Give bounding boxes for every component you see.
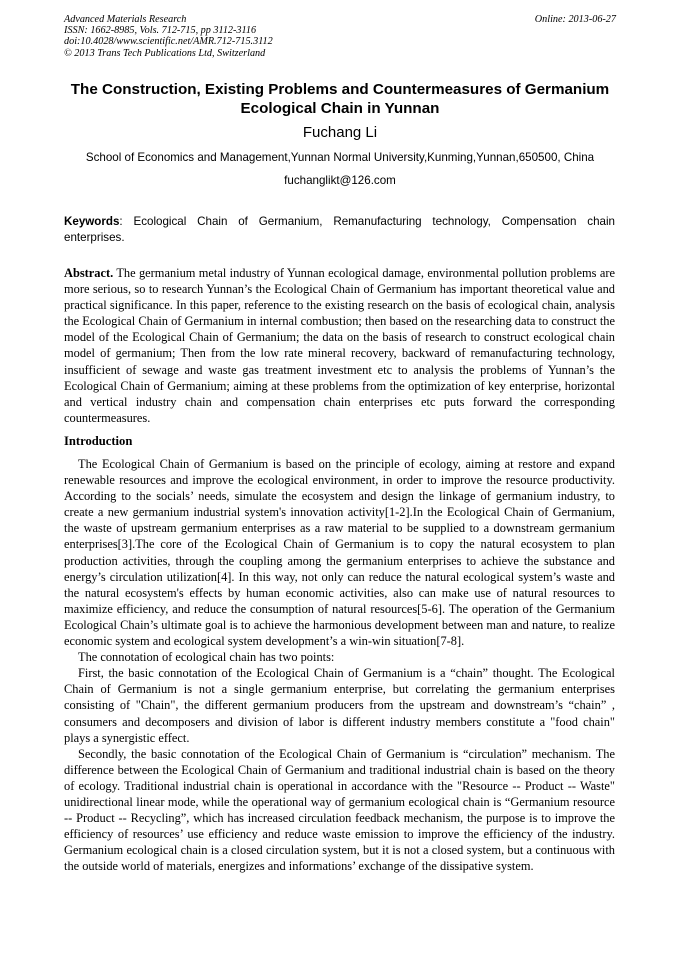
abstract-text: The germanium metal industry of Yunnan ecological damage, environmental pollution problems are more serious, so to research Yunnan’s the Ecological Chain of Germanium has important theoretical value and practical significance. In this paper, reference to the existing research on the basis of ecological chain, analysis the Ecological Chain of Germanium in internal combustion; then based on the researching data to construct the model of the Ecological Chain of Germanium; the data on the basis of research to construct ecological chain model of germanium; Then from the low rate mineral recovery, backward of remanufacturing technology, insufficient of sewage and waste gas treatment investment etc to analysis the problems of Yunnan’s the Ecological Chain of Germanium; aiming at these problems from the optimization of key enterprise, horizontal and vertical industry chain and compensation chain enterprises etc puts forward the corresponding countermeasures. <box>64 266 615 425</box>
keywords-text: : Ecological Chain of Germanium, Remanufacturing technology, Compensation chain enterprises. <box>64 215 615 244</box>
paragraph: The Ecological Chain of Germanium is based on the principle of ecology, aiming at restore and expand renewable resources and improve the ecological environment, in order to improve the resource productivity. According to the socials’ needs, simulate the ecosystem and design the linkage of germanium industry, to create a new germanium industrial system's innovation activity[1-2].In the Ecological Chain of Germanium, the waste of upstream germanium enterprises as a raw material to be supplied to a downstream germanium enterprises[3].The core of the Ecological Chain of Germanium is to copy the natural ecosystem to plan production activities, through the coupling among the germanium enterprises to achieve the substance and energy’s circulation utilization[4]. In this way, not only can reduce the natural ecological system’s waste and the natural ecosystem's effects by human economic activities, also can make use of natural resources to maximize efficiency, and reduce the consumption of natural resources[5-6]. The operation of the Germanium Ecological Chain’s ultimate goal is to achieve the harmonious development between man and nature, to realize economic system and ecological system development’s a win-win situation[7-8]. <box>64 457 615 649</box>
journal-header <box>64 14 616 59</box>
introduction-body <box>64 456 615 874</box>
author-affiliation: School of Economics and Management,Yunnan Normal University,Kunming,Yunnan,650500, China <box>85 151 595 164</box>
introduction-heading: Introduction <box>64 434 133 448</box>
keywords-label: Keywords <box>64 215 120 228</box>
paragraph: First, the basic connotation of the Ecological Chain of Germanium is a “chain” thought. The Ecological Chain of Germanium is not a single germanium enterprise, but correlating the germanium enterprises consisting of "Chain", the different germanium producers from the upstream and downstream’s “chain” , consumers and decomposers and division of labor is different industry members constitute a "food chain" plays a synergistic effect. <box>64 666 615 745</box>
paragraph: The connotation of ecological chain has two points: <box>78 650 335 665</box>
issn-line: ISSN: 1662-8985, Vols. 712-715, pp 3112-3116 <box>64 25 257 37</box>
copyright-line: © 2013 Trans Tech Publications Ltd, Switzerland <box>64 47 266 59</box>
author-email[interactable]: fuchanglikt@126.com <box>284 174 396 187</box>
online-date: Online: 2013-06-27 <box>534 14 616 25</box>
paper-title: The Construction, Existing Problems and Countermeasures of Germanium Ecological Chain in Yunnan <box>70 81 610 117</box>
abstract <box>64 265 615 426</box>
abstract-label: Abstract. <box>64 266 114 280</box>
doi-line: doi:10.4028/www.scientific.net/AMR.712-715.3112 <box>64 36 273 48</box>
author-name: Fuchang Li <box>302 124 378 141</box>
journal-name: Advanced Materials Research <box>64 14 187 25</box>
keywords <box>64 214 615 246</box>
paragraph: Secondly, the basic connotation of the Ecological Chain of Germanium is “circulation” mechanism. The difference between the Ecological Chain of Germanium and traditional industrial chain is based on the theory of ecology. Traditional industrial chain is operational in accordance with the "Resource -- Product -- Waste" unidirectional linear mode, while the operational way of germanium ecological chain is “Germanium resource -- Product -- Recycling”, which has increased circulation feedback mechanism, the purpose is to improve the efficiency of resources’ use efficiency and reduce waste emission to improve the efficiency of the industry. Germanium ecological chain is a closed circulation system, but it is not a closed system, but a continuous with the outside world of materials, energizes and informations’ exchange of the dissipative system. <box>64 746 615 874</box>
